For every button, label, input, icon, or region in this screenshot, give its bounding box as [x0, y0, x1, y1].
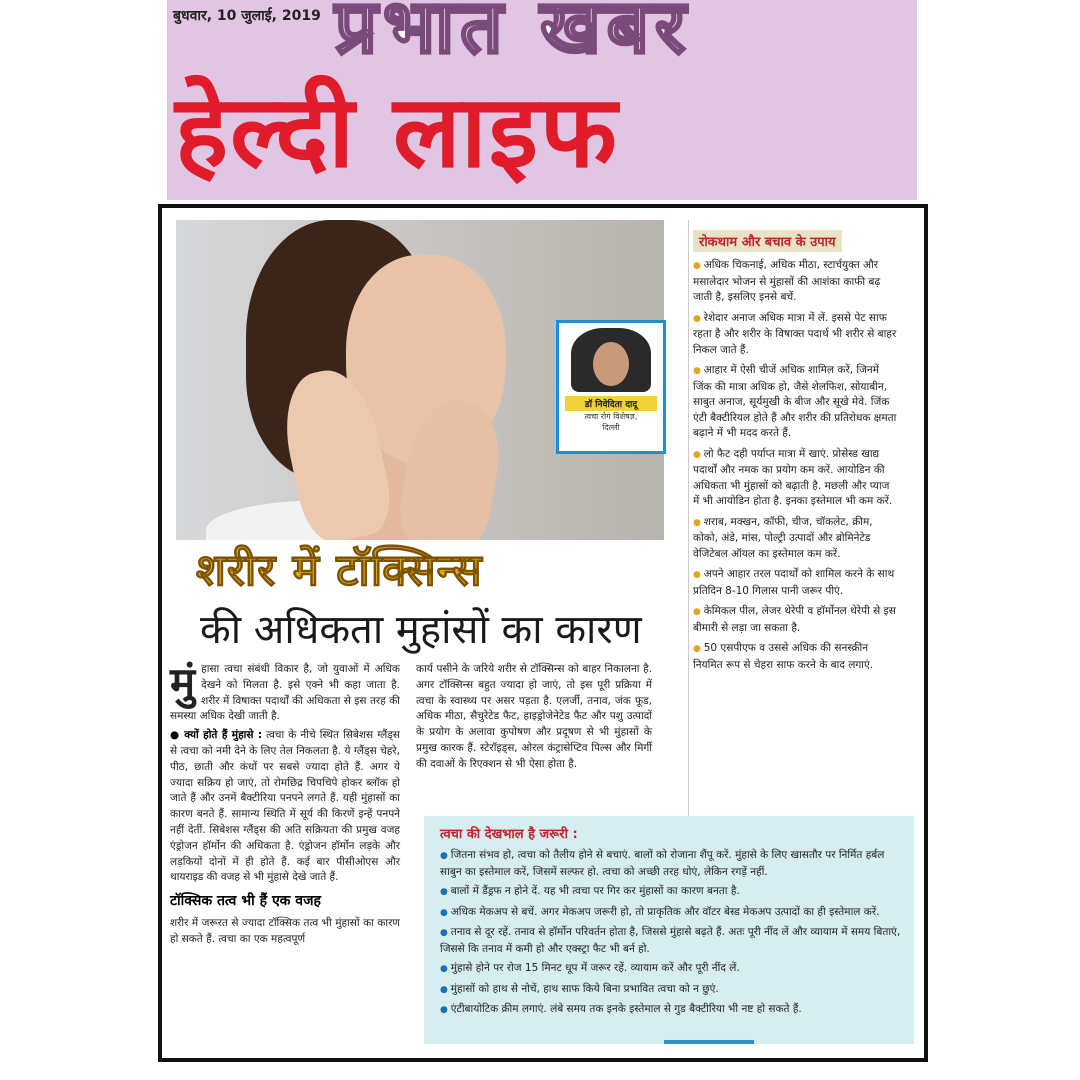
doctor-photo	[571, 328, 651, 392]
skin-care-box	[424, 816, 914, 1044]
masthead	[167, 0, 917, 200]
headline-line-1: शरीर में टॉक्सिन्स	[196, 545, 483, 596]
drop-cap: मुं	[170, 658, 196, 707]
article-column-2	[416, 662, 652, 776]
section-title: हेल्दी लाइफ	[175, 73, 619, 190]
doctor-role: त्वचा रोग विशेषज्ञ,	[584, 412, 638, 421]
toxin-subhead: टॉक्सिक तत्व भी हैं एक वजह	[170, 893, 321, 910]
care-box-tab	[664, 1040, 754, 1044]
issue-date: बुधवार, 10 जुलाई, 2019	[173, 8, 321, 24]
column-2-text: कार्य पसीने के जरिये शरीर से टॉक्सिन्स को बाहर निकालना है. अगर टॉक्सिन्स बहुत ज्यादा हो जाएं, तो इस पूरी प्रक्रिया में त्वचा के स्वास्थ्य पर असर पड़ता है. एलर्जी, तनाव, जंक फूड, अधिक मीठा, सैचुरेटेड फैट, हाइड्रोजेनेटेड फैट और पशु उत्पादों के प्रयोग के अलावा कुपोषण और प्रदूषण से भी मुंहासों के प्रमुख कारक हैं. स्टेरॉइड्स, ओरल कंट्रासेप्टिव पिल्स और मिर्गी की दवाओं के रिएक्शन से भी ऐसा होता है.	[416, 663, 652, 770]
list-item: ● रेशेदार अनाज अधिक मात्रा में लें. इससे पेट साफ रहता है और शरीर के विषाक्त पदार्थ भी शरीर से बाहर निकल जाते हैं.	[693, 311, 897, 359]
list-item: ● केमिकल पील, लेजर थेरेपी व हॉर्मोनल थेरेपी से इस बीमारी से लड़ा जा सकता है.	[693, 604, 897, 636]
article-intro: हासा त्वचा संबंधी विकार है, जो युवाओं में अधिक देखने को मिलता है. इसे एक्ने भी कहा जाता है. शरीर में विषाक्त पदार्थों की अधिकता से इस तरह की समस्या अधिक देखी जाती है.	[170, 663, 400, 723]
why-label: ● क्यों होते हैं मुंहासे :	[170, 729, 263, 742]
list-item: ● शराब, मक्खन, कॉफी, चीज, चॉकलेट, क्रीम, कोको, अंडे, मांस, पोल्ट्री उत्पादों और ब्रोमिनेटेड वेजिटेबल ऑयल का इस्तेमाल कम करें.	[693, 515, 897, 563]
headline-line-2: की अधिकता मुहांसों का कारण	[200, 607, 642, 653]
article-page	[158, 204, 928, 1062]
list-item: ● अपने आहार तरल पदार्थों को शामिल करने के साथ प्रतिदिन 8-10 गिलास पानी जरूर पीएं.	[693, 567, 897, 599]
doctor-city: दिल्ली	[602, 423, 620, 432]
why-text: त्वचा के नीचे स्थित सिबेशस ग्लैंड्स से त्वचा को नमी देने के लिए तेल निकलता है. ये ग्लैंड्स चेहरे, पीठ, छाती और कंधों पर सबसे ज्यादा होते हैं. अगर ये ज्यादा सक्रिय हो जाएं, तो रोमछिद्र चिपचिपे होकर ब्लॉक हो जाते हैं और उनमें बैक्टीरिया पनपने लगते हैं. यही मुंहासों का कारण बनते हैं. सामान्य स्थिति में सूर्य की किरणें इन्हें पनपने नहीं देतीं. सिबेशस ग्लैंड्स की अति सक्रियता की प्रमुख वजह एंड्रोजन हॉर्मोन की अधिकता है. एंड्रोजन हॉर्मोन लड़के और लड़कियों दोनों में ही होते हैं. कई बार पीसीओएस और थायराइड की वजह से भी मुंहासे देखे जाते हैं.	[170, 729, 401, 884]
list-item: ● अधिक मेकअप से बचें. अगर मेकअप जरूरी हो, तो प्राकृतिक और वॉटर बेस्ड मेकअप उत्पादों का ही इस्तेमाल करें.	[440, 905, 902, 922]
list-item: ● लो फैट दही पर्याप्त मात्रा में खाएं. प्रोसेस्ड खाद्य पदार्थों और नमक का प्रयोग कम करें. आयोडिन की अधिकता भी मुंहासों को बढ़ाती है. मछली और प्याज में भी आयोडिन होता है. इनका इस्तेमाल भी कम करें.	[693, 447, 897, 510]
newspaper-brand-logo: प्रभात खबर	[335, 0, 692, 70]
care-list	[424, 848, 914, 1019]
list-item: ● आहार में ऐसी चीजें अधिक शामिल करें, जिनमें जिंक की मात्रा अधिक हो, जैसे शेलफिश, सोयाबीन, साबुत अनाज, सूर्यमुखी के बीज और सूखे मेवे. जिंक एंटी बैक्टीरियल होते हैं और शरीर की प्रतिरोधक क्षमता बढ़ाने में भी मदद करते हैं.	[693, 363, 897, 442]
list-item: ● अधिक चिकनाई, अधिक मीठा, स्टार्चयुक्त और मसालेदार भोजन से मुंहासों की आशंका काफी बढ़ जाती है, इसलिए इनसे बचें.	[693, 258, 897, 306]
list-item: ● एंटीबायोटिक क्रीम लगाएं. लंबे समय तक इनके इस्तेमाल से गुड बैक्टीरिया भी नष्ट हो सकते हैं.	[440, 1002, 902, 1019]
doctor-inset	[556, 320, 666, 454]
list-item: ● तनाव से दूर रहें. तनाव से हॉर्मोन परिवर्तन होता है, जिससे मुंहासे बढ़ते हैं. अतः पूरी नींद लें और व्यायाम में समय बिताएं, जिससे कि तनाव में कमी हो और एक्स्ट्रा फैट भी बर्न हो.	[440, 925, 902, 957]
list-item: ● बालों में डैंड्रफ न होने दें. यह भी त्वचा पर गिर कर मुंहासों का कारण बनता है.	[440, 884, 902, 901]
article-column-1	[170, 658, 401, 951]
list-item: ● मुंहासों को हाथ से नोचें, हाथ साफ किये बिना प्रभावित त्वचा को न छुएं.	[440, 982, 902, 999]
list-item: ● जितना संभव हो, त्वचा को तैलीय होने से बचाएं. बालों को रोजाना शैंपू करें. मुंहासे के लिए खासतौर पर निर्मित हर्बल साबुन का इस्तेमाल करें, जिसमें सल्फर हो. त्वचा को अच्छी तरह धोएं, लेकिन रगड़ें नहीं.	[440, 848, 902, 880]
care-title: त्वचा की देखभाल है जरूरी :	[440, 827, 578, 842]
sidebar-title: रोकथाम और बचाव के उपाय	[693, 230, 842, 252]
list-item: ● मुंहासे होने पर रोज 15 मिनट धूप में जरूर रहें. व्यायाम करें और पूरी नींद लें.	[440, 961, 902, 978]
toxin-text: शरीर में जरूरत से ज्यादा टॉक्सिक तत्व भी मुंहासों का कारण हो सकते हैं. त्वचा का एक महत्वपूर्ण	[170, 916, 400, 945]
prevention-list	[689, 258, 901, 673]
doctor-name: डॉ निवेदिता दादू	[565, 396, 657, 411]
list-item: ● 50 एसपीएफ व उससे अधिक की सनस्क्रीन नियमित रूप से चेहरा साफ करने के बाद लगाएं.	[693, 641, 897, 673]
prevention-sidebar	[688, 220, 901, 820]
